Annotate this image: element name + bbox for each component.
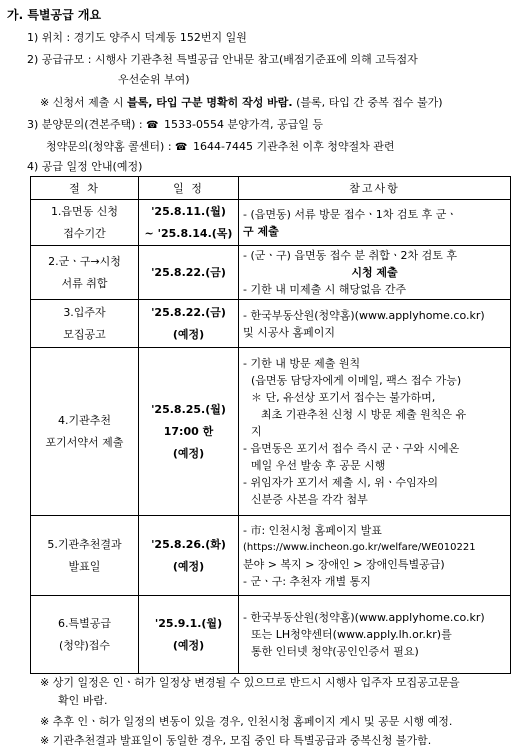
date-cell: '25.8.25.(월) 17:00 한 (예정)	[139, 348, 239, 516]
date-cell: '25.8.22.(금) (예정)	[139, 300, 239, 348]
table-row	[31, 596, 511, 674]
contact-line-1	[27, 116, 323, 132]
date-cell: '25.8.26.(화) (예정)	[139, 516, 239, 596]
footnote-3: ※ 기관추천결과 발표일이 동일한 경우, 모집 중인 타 특별공급과 중복신청 불가함.	[40, 734, 432, 747]
phone-icon: ☎	[146, 120, 159, 131]
date-cell: '25.8.22.(금)	[139, 246, 239, 300]
step-cell: 4.기관추천 포기서약서 제출	[31, 348, 139, 516]
step-cell: 1.읍면동 신청 접수기간	[31, 200, 139, 246]
step-cell: 5.기관추천결과 발표일	[31, 516, 139, 596]
notice-mark: ※	[40, 96, 50, 109]
table-row	[31, 200, 511, 246]
date-cell: '25.8.11.(월) ~ '25.8.14.(목)	[139, 200, 239, 246]
notes-cell: - (읍면동) 서류 방문 접수ㆍ1차 검토 후 군ㆍ 구 제출	[239, 200, 511, 246]
schedule-table	[30, 176, 511, 674]
table-row	[31, 300, 511, 348]
notes-cell: - 기한 내 방문 제출 원칙 (읍면동 담당자에게 이메일, 팩스 접수 가능) ＊ 단, 유선상 포기서 접수는 불가하며, 최초 기관추천 신청 시 방문 제출 원칙은 유 지 - 읍면동은 포기서 접수 즉시 군ㆍ구와 시에온 메일 우선 발송 후 공문 시행 - 위임자가 포기서 제출 시, 위ㆍ수임자의 신분증 사본을 각각 첨부	[239, 348, 511, 516]
footnote-1-cont: 확인 바람.	[58, 694, 108, 707]
step-cell: 2.군ㆍ구→시청 서류 취합	[31, 246, 139, 300]
scale-line-1: 2) 공급규모 : 시행사 기관추천 특별공급 안내문 참고(배점기준표에 의해 고득점자	[27, 53, 418, 66]
footnote-2: ※ 추후 인ㆍ허가 일정의 변동이 있을 경우, 인천시청 홈페이지 게시 및 공문 시행 예정.	[40, 715, 453, 728]
step-cell: 6.특별공급 (청약)접수	[31, 596, 139, 674]
section-title: 가. 특별공급 개요	[7, 8, 102, 22]
table-row	[31, 516, 511, 596]
table-header-row	[31, 177, 511, 200]
header-step: 절 차	[31, 177, 139, 200]
notice-line	[40, 94, 443, 110]
notes-cell: - (군ㆍ구) 읍면동 접수 분 취합ㆍ2차 검토 후 시청 제출 - 기한 내 미제출 시 해당없음 간주	[239, 246, 511, 300]
notes-cell: - 市: 인천시청 홈페이지 발표 (https://www.incheon.go.kr/welfare/WE010221 분야 > 복지 > 장애인 > 장애인특별공급) - 군ㆍ구: 추천자 개별 통지	[239, 516, 511, 596]
phone-icon: ☎	[175, 142, 188, 153]
date-cell: '25.9.1.(월) (예정)	[139, 596, 239, 674]
header-date: 일 정	[139, 177, 239, 200]
header-notes: 참고사항	[239, 177, 511, 200]
footnote-1: ※ 상기 일정은 인ㆍ허가 일정상 변경될 수 있으므로 반드시 시행사 입주자 모집공고문을	[40, 676, 460, 689]
notice-bold: 블록, 타입 구분 명확히 작성 바람.	[126, 96, 293, 109]
contact-line-2	[46, 138, 394, 154]
notes-cell: - 한국부동산원(청약홈)(www.applyhome.co.kr) 또는 LH청약센터(www.apply.lh.or.kr)를 통한 인터넷 청약(공인인증서 필요)	[239, 596, 511, 674]
location-line: 1) 위치 : 경기도 양주시 덕계동 152번지 일원	[27, 31, 247, 44]
table-row	[31, 348, 511, 516]
notice-post: (블록, 타입 간 중복 접수 불가)	[292, 96, 443, 109]
table-row	[31, 246, 511, 300]
contact2-phone: 1644-7445 기관추천 이후 청약절차 관련	[193, 140, 395, 153]
notes-cell: - 한국부동산원(청약홈)(www.applyhome.co.kr) 및 시공사 홈페이지	[239, 300, 511, 348]
contact1-phone: 1533-0554 분양가격, 공급일 등	[164, 118, 323, 131]
scale-line-2: 우선순위 부여)	[118, 73, 190, 86]
notice-pre: 신청서 제출 시	[52, 96, 127, 109]
contact1-pre: 3) 분양문의(견본주택) :	[27, 118, 147, 131]
schedule-heading: 4) 공급 일정 안내(예정)	[27, 160, 143, 173]
step-cell: 3.입주자 모집공고	[31, 300, 139, 348]
contact2-pre: 청약문의(청약홈 콜센터) :	[46, 140, 176, 153]
